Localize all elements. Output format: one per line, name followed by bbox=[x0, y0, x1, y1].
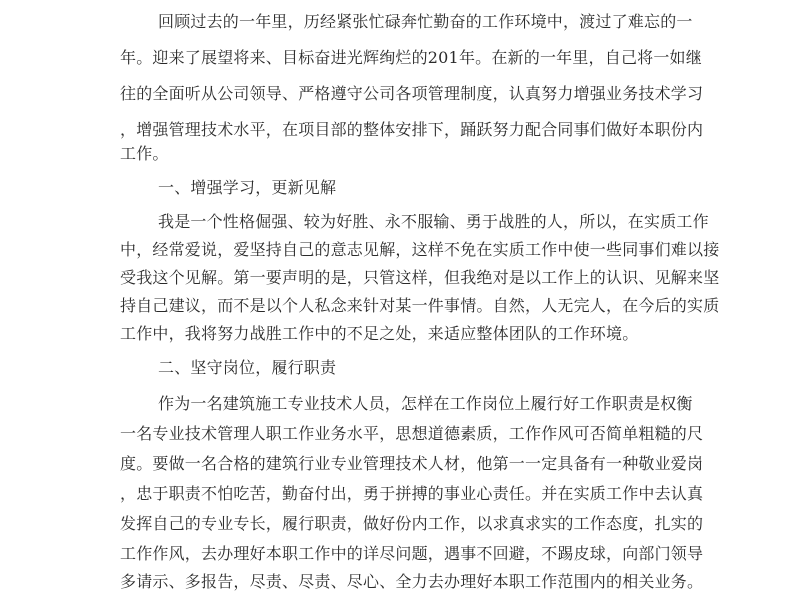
paragraph-2-line-5: 工作中，我将努力战胜工作中的不足之处，来适应整体团队的工作环境。 bbox=[120, 324, 639, 343]
paragraph-3-line-6: 工作作风，去办理好本职工作中的详尽问题，遇事不回避，不踢皮球，向部门领导 bbox=[120, 544, 704, 563]
paragraph-3-line-4: ，忠于职责不怕吃苦，勤奋付出，勇于拼搏的事业心责任。并在实质工作中去认真 bbox=[120, 484, 704, 503]
section-heading-1: 一、增强学习，更新见解 bbox=[158, 178, 337, 197]
paragraph-3-line-1: 作为一名建筑施工专业技术人员，怎样在工作岗位上履行好工作职责是权衡 bbox=[158, 394, 693, 413]
paragraph-3-line-5: 发挥自己的专业专长，履行职责，做好份内工作，以求真求实的工作态度，扎实的 bbox=[120, 514, 704, 533]
paragraph-2-line-3: 受我这个见解。第一要声明的是，只管这样，但我绝对是以工作上的认识、见解来坚 bbox=[120, 268, 720, 287]
paragraph-2-line-2: 中，经常爱说，爱坚持自己的意志见解，这样不免在实质工作中使一些同事们难以接 bbox=[120, 240, 720, 259]
paragraph-1-line-2: 年。迎来了展望将来、目标奋进光辉绚烂的201年。在新的一年里，自己将一如继 bbox=[120, 48, 702, 67]
paragraph-1-line-4: ，增强管理技术水平，在项目部的整体安排下，踊跃努力配合同事们做好本职份内 bbox=[120, 120, 704, 139]
paragraph-1-line-5: 工作。 bbox=[120, 144, 169, 163]
paragraph-1-line-1: 回顾过去的一年里，历经紧张忙碌奔忙勤奋的工作环境中，渡过了难忘的一 bbox=[158, 12, 693, 31]
paragraph-3-line-2: 一名专业技术管理人职工作业务水平，思想道德素质，工作作风可否简单粗糙的尺 bbox=[120, 424, 704, 443]
section-heading-2: 二、坚守岗位，履行职责 bbox=[158, 358, 337, 377]
paragraph-1-line-3: 往的全面听从公司领导、严格遵守公司各项管理制度，认真努力增强业务技术学习 bbox=[120, 84, 704, 103]
paragraph-2-line-4: 持自己建议，而不是以个人私念来针对某一件事情。自然，人无完人，在今后的实质 bbox=[120, 296, 720, 315]
paragraph-2-line-1: 我是一个性格倔强、较为好胜、永不服输、勇于战胜的人，所以，在实质工作 bbox=[158, 212, 709, 231]
paragraph-3-line-3: 度。要做一名合格的建筑行业专业管理技术人材，他第一一定具备有一种敬业爱岗 bbox=[120, 454, 704, 473]
paragraph-3-line-7: 多请示、多报告，尽责、尽责、尽心、全力去办理好本职工作范围内的相关业务。 bbox=[120, 572, 704, 591]
